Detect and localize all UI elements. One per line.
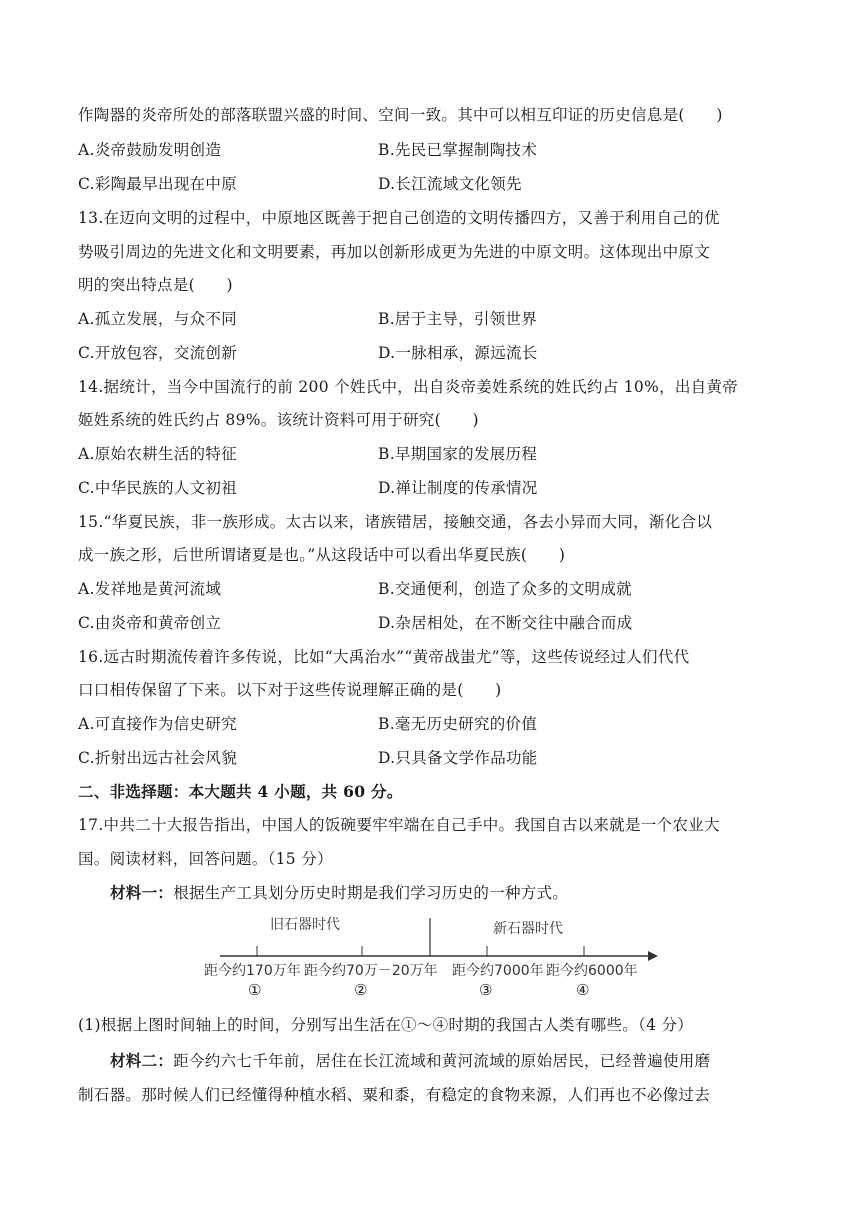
q12-continued: 作陶器的炎帝所处的部落联盟兴盛的时间、空间一致。其中可以相互印证的历史信息是( )	[78, 106, 723, 124]
q15-option-b: B.交通便利，创造了众多的文明成就	[378, 580, 632, 598]
section-2-heading: 二、非选择题：本大题共 4 小题，共 60 分。	[78, 782, 403, 801]
timeline-num-1: ①	[248, 981, 262, 999]
q13-option-b: B.居于主导，引领世界	[378, 310, 538, 328]
q12-option-c: C.彩陶最早出现在中原	[78, 175, 238, 193]
q14-line-2: 姬姓系统的姓氏约占 89%。该统计资料可用于研究( )	[78, 411, 479, 429]
q17-line-1: 17.中共二十大报告指出，中国人的饭碗要牢牢端在自己手中。我国自古以来就是一个农业大	[78, 816, 720, 834]
material-1-label: 材料一：	[110, 883, 174, 902]
q16-option-d: D.只具备文学作品功能	[378, 749, 538, 767]
q16-option-b: B.毫无历史研究的价值	[378, 715, 538, 733]
q12-option-d: D.长江流域文化领先	[378, 175, 522, 193]
q13-option-d: D.一脉相承，源远流长	[378, 344, 538, 362]
material-1-text: 根据生产工具划分历史时期是我们学习历史的一种方式。	[173, 884, 569, 902]
timeline-label-3: 距今约7000年	[452, 963, 544, 979]
q16-line-1: 16.远古时期流传着许多传说，比如“大禹治水”“黄帝战蚩尤”等，这些传说经过人们代代	[78, 648, 690, 666]
q15-option-a: A.发祥地是黄河流域	[78, 580, 222, 598]
era-old-stone-age: 旧石器时代	[270, 917, 340, 933]
q17-line-2: 国。阅读材料，回答问题。（15 分）	[78, 850, 333, 868]
q14-option-d: D.禅让制度的传承情况	[378, 479, 538, 497]
q13-line-3: 明的突出特点是( )	[78, 276, 233, 294]
material-2-text: 距今约六七千年前，居住在长江流域和黄河流域的原始居民，已经普遍使用磨	[173, 1052, 711, 1070]
timeline-label-4: 距今约6000年	[546, 963, 638, 979]
q13-line-2: 势吸引周边的先进文化和文明要素，再加以创新形成更为先进的中原文明。这体现出中原文	[78, 243, 711, 261]
q12-option-b: B.先民已掌握制陶技术	[378, 141, 538, 159]
timeline-label-1: 距今约170万年	[204, 963, 301, 979]
q14-option-a: A.原始农耕生活的特征	[78, 445, 237, 463]
q14-option-b: B.早期国家的发展历程	[378, 445, 538, 463]
timeline-num-3: ③	[479, 981, 493, 999]
era-new-stone-age: 新石器时代	[493, 921, 563, 937]
material-2-label: 材料二：	[110, 1051, 174, 1070]
timeline-arrowhead	[648, 951, 658, 961]
timeline-label-2: 距今约70万－20万年	[304, 963, 438, 979]
q13-option-c: C.开放包容，交流创新	[78, 344, 238, 362]
q16-line-2: 口口相传保留了下来。以下对于这些传说理解正确的是( )	[78, 681, 502, 699]
material-2-line-1	[110, 1050, 710, 1072]
q17-sub-1: (1)根据上图时间轴上的时间，分别写出生活在①～④时期的我国古人类有哪些。（4 分）	[78, 1016, 694, 1034]
q12-option-a: A.炎帝鼓励发明创造	[78, 141, 222, 159]
q13-option-a: A.孤立发展，与众不同	[78, 310, 237, 328]
q13-line-1: 13.在迈向文明的过程中，中原地区既善于把自己创造的文明传播四方，又善于利用自己的优	[78, 209, 720, 227]
timeline-figure	[190, 906, 660, 1006]
timeline-num-2: ②	[354, 981, 368, 999]
timeline-num-4: ④	[576, 981, 590, 999]
q15-option-c: C.由炎帝和黄帝创立	[78, 614, 222, 632]
material-1	[110, 882, 568, 904]
q16-option-c: C.折射出远古社会风貌	[78, 749, 238, 767]
q14-line-1: 14.据统计，当今中国流行的前 200 个姓氏中，出自炎帝姜姓系统的姓氏约占 10%，出自黄帝	[78, 378, 739, 396]
q14-option-c: C.中华民族的人文初祖	[78, 479, 238, 497]
q15-option-d: D.杂居相处，在不断交往中融合而成	[378, 614, 633, 632]
q15-line-2: 成一族之形，后世所谓诸夏是也。”从这段话中可以看出华夏民族( )	[78, 546, 566, 564]
material-2-line-2: 制石器。那时候人们已经懂得种植水稻、粟和黍，有稳定的食物来源，人们再也不必像过去	[78, 1086, 711, 1104]
q15-line-1: 15.“华夏民族，非一族形成。太古以来，诸族错居，接触交通，各去小异而大同，渐化合以	[78, 513, 713, 531]
q16-option-a: A.可直接作为信史研究	[78, 715, 237, 733]
